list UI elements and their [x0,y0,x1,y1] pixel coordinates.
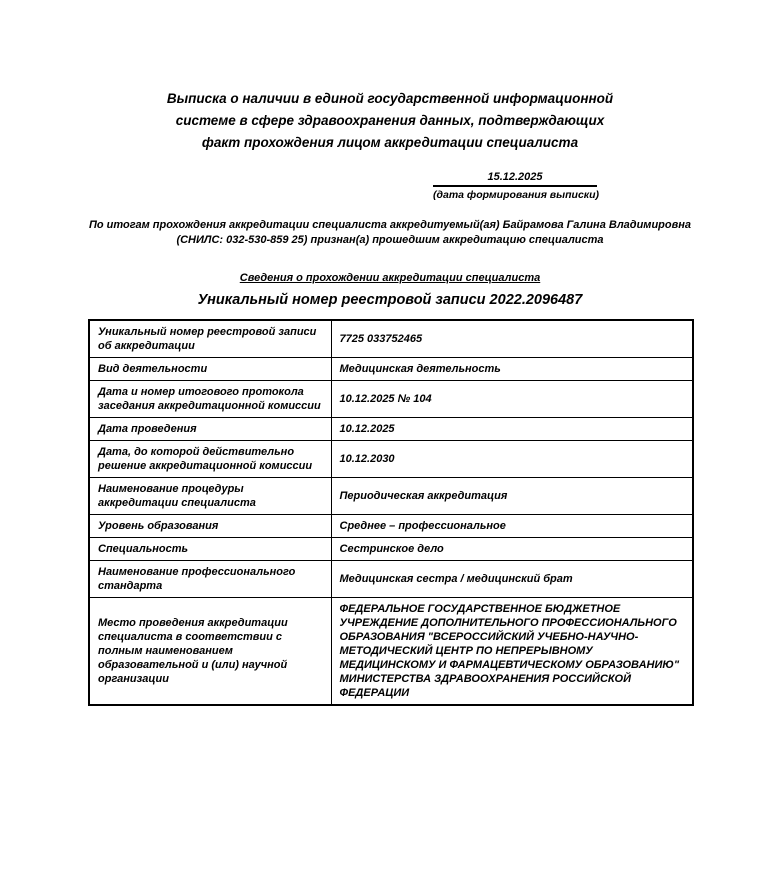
table-row [89,538,693,561]
row-value: Среднее – профессиональное [331,515,693,538]
row-value: Сестринское дело [331,538,693,561]
registry-record-heading: Уникальный номер реестровой записи 2022.2096487 [197,292,583,308]
row-label: Наименование процедуры аккредитации специалиста [89,478,331,515]
table-row [89,515,693,538]
row-value: 10.12.2025 [331,418,693,441]
row-label: Вид деятельности [89,358,331,381]
row-value: Медицинская сестра / медицинский брат [331,561,693,598]
formation-date-block [433,170,600,202]
row-label: Специальность [89,538,331,561]
table-row [89,598,693,706]
table-row [89,418,693,441]
row-value: ФЕДЕРАЛЬНОЕ ГОСУДАРСТВЕННОЕ БЮДЖЕТНОЕ УЧРЕЖДЕНИЕ ДОПОЛНИТЕЛЬНОГО ПРОФЕССИОНАЛЬНОГО ОБРАЗОВАНИЯ "ВСЕРОССИЙСКИЙ УЧЕБНО-НАУЧНО-МЕТОДИЧЕСКИЙ ЦЕНТР ПО НЕПРЕРЫВНОМУ МЕДИЦИНСКОМУ И ФАРМАЦЕВТИЧЕСКОМУ ОБРАЗОВАНИЮ" МИНИСТЕРСТВА ЗДРАВООХРАНЕНИЯ РОССИЙСКОЙ ФЕДЕРАЦИИ [331,598,693,706]
intro-paragraph: По итогам прохождения аккредитации специалиста аккредитуемый(ая) Байрамова Галина Владимировна (СНИЛС: 032-530-859 25) признан(а) прошедшим аккредитацию специалиста [88,219,692,246]
table-row [89,441,693,478]
row-value: Периодическая аккредитация [331,478,693,515]
formation-date-caption: (дата формирования выписки) [433,189,600,201]
row-label: Наименование профессионального стандарта [89,561,331,598]
formation-date: 15.12.2025 [433,170,597,187]
row-label: Место проведения аккредитации специалиста в соответствии с полным наименованием образовательной и (или) научной организации [89,598,331,706]
row-value: 7725 033752465 [331,320,693,358]
row-value: 10.12.2030 [331,441,693,478]
row-value: 10.12.2025 № 104 [331,381,693,418]
document-title: Выписка о наличии в единой государственной информационной системе в сфере здравоохранения данных, подтверждающих факт прохождения лицом аккредитации специалиста [166,91,614,150]
table-row [89,381,693,418]
table-row [89,320,693,358]
row-label: Уникальный номер реестровой записи об аккредитации [89,320,331,358]
row-value: Медицинская деятельность [331,358,693,381]
row-label: Дата проведения [89,418,331,441]
row-label: Уровень образования [89,515,331,538]
table-row [89,561,693,598]
accreditation-table-body [89,320,693,705]
row-label: Дата и номер итогового протокола заседания аккредитационной комиссии [89,381,331,418]
section-heading: Сведения о прохождении аккредитации специалиста [239,272,541,284]
accreditation-table [88,319,694,706]
table-row [89,478,693,515]
table-row [89,358,693,381]
row-label: Дата, до которой действительно решение аккредитационной комиссии [89,441,331,478]
